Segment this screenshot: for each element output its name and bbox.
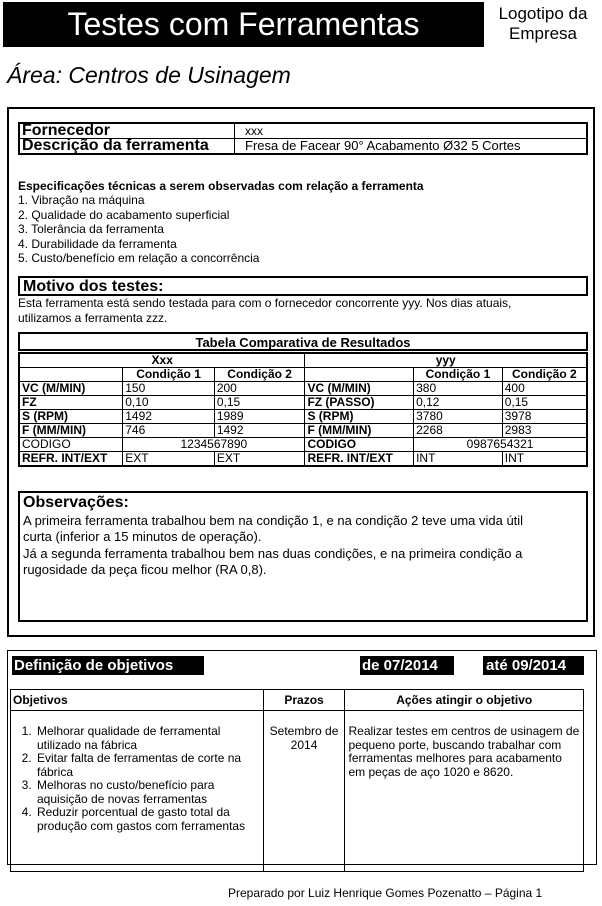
definicao-objetivos: Definição de objetivos bbox=[12, 656, 204, 675]
observacoes-box bbox=[18, 491, 588, 622]
area-value: Centros de Usinagem bbox=[68, 62, 291, 88]
row-label: S (RPM) bbox=[19, 410, 123, 424]
comparison-table bbox=[18, 352, 588, 467]
observacoes-text bbox=[20, 513, 586, 577]
specs-item: 2. Qualidade do acabamento superficial bbox=[18, 207, 230, 222]
specs-item: 4. Durabilidade da ferramenta bbox=[18, 236, 177, 251]
table-row bbox=[19, 396, 587, 410]
cell: 0,15 bbox=[502, 396, 587, 410]
motivo-title-box bbox=[18, 276, 588, 296]
table-row bbox=[19, 452, 587, 467]
motivo-line: Esta ferramenta está sendo testada para com o fornecedor concorrente yyy. Nos dias atuais, bbox=[18, 296, 512, 310]
prazo-cell: Setembro de 2014 bbox=[263, 711, 345, 872]
objetivos-list bbox=[13, 725, 261, 833]
comparison-title: Tabela Comparativa de Resultados bbox=[195, 335, 411, 350]
specs-item: 1. Vibração na máquina bbox=[18, 193, 145, 207]
codigo-label: CODIGO bbox=[305, 438, 414, 452]
table-row bbox=[19, 424, 587, 438]
cell: 0,12 bbox=[414, 396, 503, 410]
motivo-line: utilizamos a ferramenta zzz. bbox=[18, 310, 168, 325]
cell: 3780 bbox=[414, 410, 503, 424]
list-item: 4. Reduzir porcentual de gasto total da produção com gastos com ferramentas bbox=[35, 806, 261, 833]
table-row bbox=[19, 410, 587, 424]
area-heading bbox=[7, 62, 291, 89]
codigo-label: CODIGO bbox=[19, 438, 123, 452]
codigo-value: 1234567890 bbox=[123, 438, 305, 452]
specs-item: 5. Custo/benefício em relação a concorrência bbox=[18, 251, 260, 265]
cell: INT bbox=[414, 452, 503, 467]
supplier-xxx-header: Xxx bbox=[19, 353, 305, 368]
cond2-header: Condição 2 bbox=[502, 368, 587, 382]
cell: EXT bbox=[123, 452, 215, 467]
cell: 3978 bbox=[502, 410, 587, 424]
list-item: 1. Melhorar qualidade de ferramental utilizado na fábrica bbox=[35, 725, 261, 752]
cell: 2983 bbox=[502, 424, 587, 438]
page-title: Testes com Ferramentas bbox=[3, 2, 484, 47]
objetivos-list-cell bbox=[11, 711, 264, 872]
specs-title: Especificações técnicas a serem observadas com relação a ferramenta bbox=[18, 179, 424, 193]
descricao-value: Fresa de Facear 90° Acabamento Ø32 5 Cortes bbox=[235, 139, 588, 155]
cond2-header: Condição 2 bbox=[214, 368, 305, 382]
cell: 746 bbox=[123, 424, 215, 438]
cond1-header: Condição 1 bbox=[414, 368, 503, 382]
observacoes-line: Já a segunda ferramenta trabalhou bem nas duas condições, e na primeira condição a bbox=[23, 546, 523, 561]
acoes-cell: Realizar testes em centros de usinagem de pequeno porte, buscando trabalhar com ferramentas melhores para acabamento em peças de aço 1020 e 8620. bbox=[345, 711, 584, 872]
cell: 1492 bbox=[123, 410, 215, 424]
row-label: S (RPM) bbox=[305, 410, 414, 424]
specs-list bbox=[18, 193, 259, 266]
list-item: 3. Melhoras no custo/benefício para aquisição de novas ferramentas bbox=[35, 779, 261, 806]
cell: 1989 bbox=[214, 410, 305, 424]
area-label: Área: bbox=[7, 62, 62, 88]
refr-label: REFR. INT/EXT bbox=[305, 452, 414, 467]
objetivos-table bbox=[10, 689, 584, 872]
col-objetivos: Objetivos bbox=[11, 690, 264, 711]
cell: 0,10 bbox=[123, 396, 215, 410]
refr-label: REFR. INT/EXT bbox=[19, 452, 123, 467]
codigo-value: 0987654321 bbox=[414, 438, 587, 452]
col-prazos: Prazos bbox=[263, 690, 345, 711]
row-label: FZ (PASSO) bbox=[305, 396, 414, 410]
descricao-label: Descrição da ferramenta bbox=[19, 139, 235, 155]
list-item: 2. Evitar falta de ferramentas de corte na fábrica bbox=[35, 752, 261, 779]
row-label: VC (M/MIN) bbox=[19, 382, 123, 396]
supplier-yyy-header: yyy bbox=[305, 353, 587, 368]
cell: EXT bbox=[214, 452, 305, 467]
supplier-table bbox=[18, 122, 588, 155]
table-row bbox=[19, 438, 587, 452]
cell: 150 bbox=[123, 382, 215, 396]
row-label: VC (M/MIN) bbox=[305, 382, 414, 396]
row-label: F (MM/MIN) bbox=[19, 424, 123, 438]
cell: 200 bbox=[214, 382, 305, 396]
date-to: até 09/2014 bbox=[483, 656, 584, 675]
cell: 1492 bbox=[214, 424, 305, 438]
comparison-title-box bbox=[18, 332, 588, 351]
cell: 0,15 bbox=[214, 396, 305, 410]
fornecedor-value: xxx bbox=[235, 123, 588, 139]
company-logo-placeholder: Logotipo da Empresa bbox=[498, 4, 588, 43]
row-label: FZ bbox=[19, 396, 123, 410]
specs-item: 3. Tolerância da ferramenta bbox=[18, 222, 164, 236]
observacoes-line: rugosidade da peça ficou melhor (RA 0,8). bbox=[23, 561, 267, 577]
cell: INT bbox=[502, 452, 587, 467]
cond1-header: Condição 1 bbox=[123, 368, 215, 382]
observacoes-title: Observações: bbox=[23, 494, 129, 511]
col-acoes: Ações atingir o objetivo bbox=[345, 690, 584, 711]
observacoes-line: curta (inferior a 15 minutos de operação). bbox=[23, 528, 262, 544]
fornecedor-label: Fornecedor bbox=[19, 123, 235, 139]
cell: 2268 bbox=[414, 424, 503, 438]
table-row bbox=[19, 382, 587, 396]
row-label: F (MM/MIN) bbox=[305, 424, 414, 438]
observacoes-line: A primeira ferramenta trabalhou bem na condição 1, e na condição 2 teve uma vida útil bbox=[23, 513, 524, 528]
footer-text: Preparado por Luiz Henrique Gomes Pozenatto – Página 1 bbox=[228, 886, 543, 900]
motivo-text bbox=[18, 296, 511, 325]
date-from: de 07/2014 bbox=[360, 656, 454, 675]
cell: 400 bbox=[502, 382, 587, 396]
motivo-title: Motivo dos testes: bbox=[23, 278, 164, 295]
cell: 380 bbox=[414, 382, 503, 396]
